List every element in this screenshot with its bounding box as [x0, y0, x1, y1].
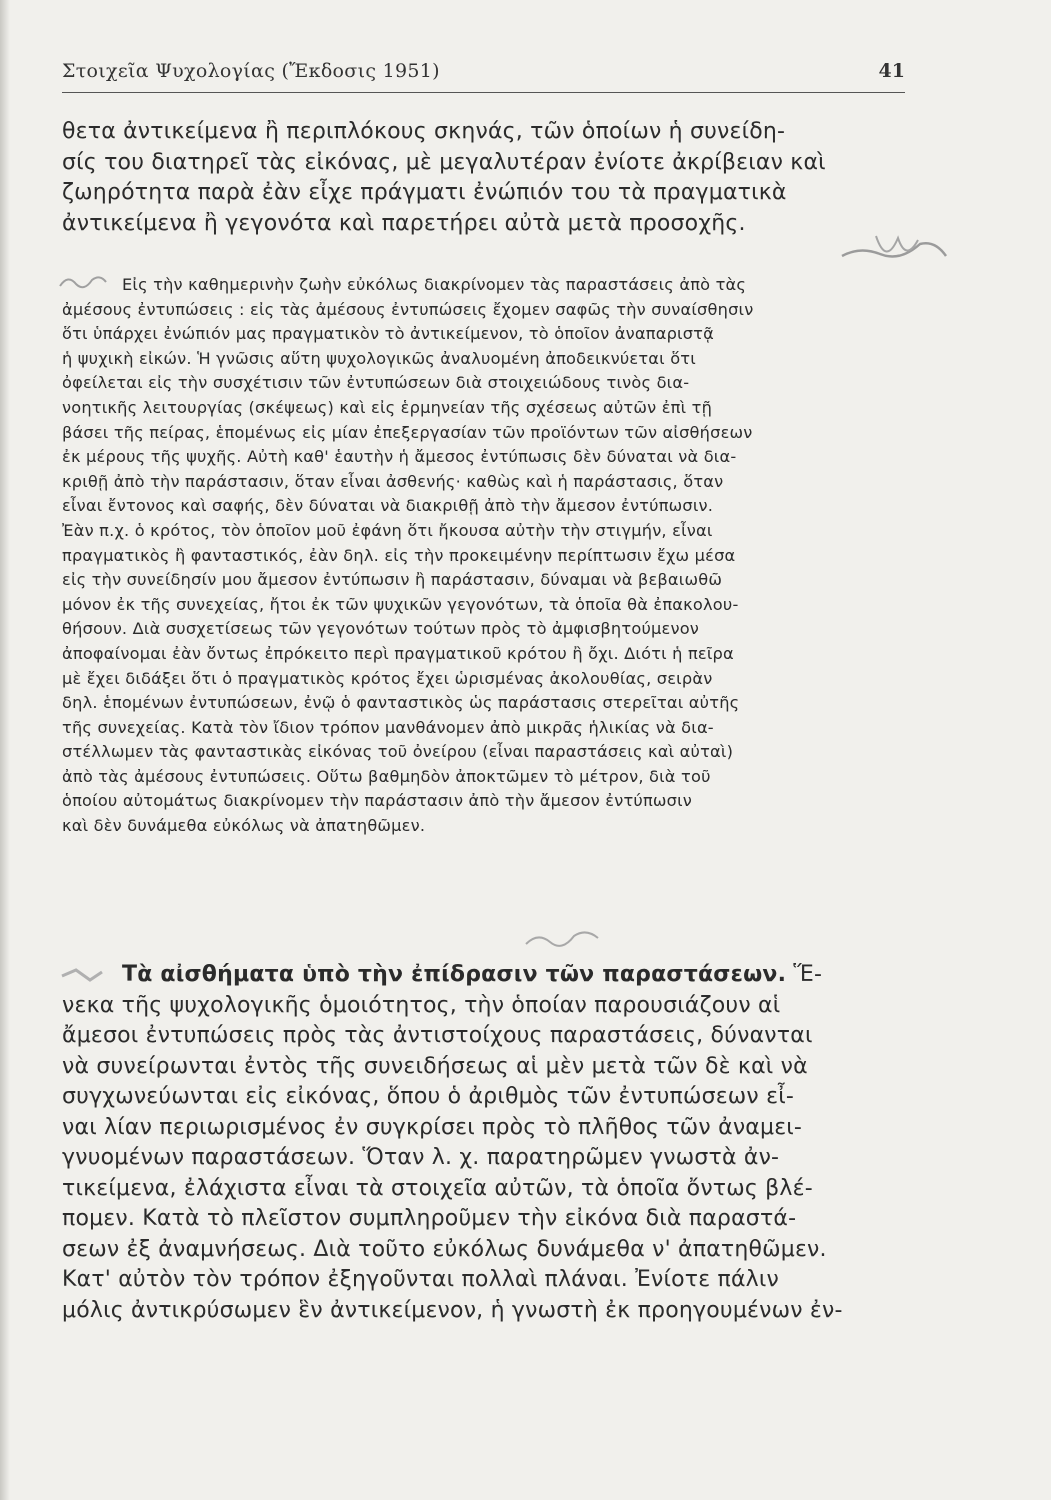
text-line: μὲ ἔχει διδάξει ὅτι ὁ πραγματικὸς κρότος ἔχει ὡρισμένας ἀκολουθίας, σειρὰν — [62, 668, 713, 688]
book-title: Στοιχεῖα Ψυχολογίας (Ἔκδοσις 1951) — [62, 60, 440, 82]
text-line: Κατ' αὐτὸν τὸν τρόπον ἐξηγοῦνται πολλαὶ πλάναι. Ἐνίοτε πάλιν — [62, 1267, 779, 1292]
text-line: συγχωνεύωνται εἰς εἰκόνας, ὅπου ὁ ἀριθμὸς τῶν ἐντυπώσεων εἶ- — [62, 1084, 794, 1109]
text-line: τικείμενα, ἐλάχιστα εἶναι τὰ στοιχεῖα αὐτῶν, τὰ ὁποῖα ὄντως βλέ- — [62, 1175, 813, 1201]
text-line: πραγματικὸς ἢ φανταστικός, ἐὰν δηλ. εἰς τὴν προκειμένην περίπτωσιν ἔχω μέσα — [62, 545, 736, 565]
text-line: εἰς τὴν συνείδησίν μου ἄμεσον ἐντύπωσιν ἢ παράστασιν, δύναμαι νὰ βεβαιωθῶ — [62, 570, 723, 590]
running-header — [62, 56, 905, 93]
text-line: εἶναι ἔντονος καὶ σαφής, δὲν δύναται νὰ διακριθῇ ἀπὸ τὴν ἄμεσον ἐντύπωσιν. — [62, 496, 714, 516]
text-line: μόνον ἐκ τῆς συνεχείας, ἤτοι ἐκ τῶν ψυχικῶν γεγονότων, τὰ ὁποῖα θὰ ἐπακολου- — [62, 594, 739, 614]
text-line: ὁποίου αὐτομάτως διακρίνομεν τὴν παράστασιν ἀπὸ τὴν ἄμεσον ἐντύπωσιν — [62, 791, 693, 811]
text-line: Ἐὰν π.χ. ὁ κρότος, τὸν ὁποῖον μοῦ ἐφάνη ὅτι ἤκουσα αὐτὴν τὴν στιγμήν, εἶναι — [62, 520, 713, 540]
page-number: 41 — [878, 60, 905, 82]
paragraph-continuation — [62, 117, 908, 239]
text-line: ἀμέσους ἐντυπώσεις : εἰς τὰς ἀμέσους ἐντυπώσεις ἔχομεν σαφῶς τὴν συναίσθησιν — [62, 299, 754, 319]
text-line: ἀντικείμενα ἢ γεγονότα καὶ παρετήρει αὐτὰ μετὰ προσοχῆς. — [62, 210, 746, 236]
text-line: σεων ἐξ ἀναμνήσεως. Διὰ τοῦτο εὐκόλως δυνάμεθα ν' ἀπατηθῶμεν. — [62, 1236, 827, 1262]
text-line: ἀπὸ τὰς ἀμέσους ἐντυπώσεις. Οὕτω βαθμηδὸν ἀποκτῶμεν τὸ μέτρον, διὰ τοῦ — [62, 766, 711, 786]
text-line: ναι λίαν περιωρισμένος ἐν συγκρίσει πρὸς τὸ πλῆθος τῶν ἀναμει- — [62, 1114, 803, 1140]
text-line: καὶ δὲν δυνάμεθα εὐκόλως νὰ ἀπατηθῶμεν. — [62, 816, 426, 836]
text-line: γνυομένων παραστάσεων. Ὅταν λ. χ. παρατηρῶμεν γνωστὰ ἀν- — [62, 1145, 780, 1170]
text-line: ἀποφαίνομαι ἐὰν ὄντως ἐπρόκειτο περὶ πραγματικοῦ κρότου ἢ ὄχι. Διότι ἡ πεῖρα — [62, 643, 734, 663]
text-line: νεκα τῆς ψυχολογικῆς ὁμοιότητος, τὴν ὁποίαν παρουσιάζουν αἱ — [62, 992, 781, 1018]
text-fragment: Ἕ- — [793, 962, 823, 987]
text-line: ὅτι ὑπάρχει ἐνώπιόν μας πραγματικὸν τὸ ἀντικείμενον, τὸ ὁποῖον ἀναπαριστᾷ — [62, 324, 714, 344]
text-line: πομεν. Κατὰ τὸ πλεῖστον συμπληροῦμεν τὴν εἰκόνα διὰ παραστά- — [62, 1206, 797, 1231]
text-line: μόλις ἀντικρύσωμεν ἓν ἀντικείμενον, ἡ γνωστὴ ἐκ προηγουμένων ἐν- — [62, 1297, 843, 1323]
text-line: ἐκ μέρους τῆς ψυχῆς. Αὐτὴ καθ' ἑαυτὴν ἡ ἄμεσος ἐντύπωσις δὲν δύναται νὰ δια- — [62, 447, 737, 467]
pencil-mark-mid — [524, 926, 600, 954]
paragraph-impressions — [62, 273, 908, 839]
text-line: ἡ ψυχικὴ εἰκών. Ἡ γνῶσις αὕτη ψυχολογικῶς ἀναλυομένη ἀποδεικνύεται ὅτι — [62, 348, 696, 368]
text-line: σίς του διατηρεῖ τὰς εἰκόνας, μὲ μεγαλυτέραν ἐνίοτε ἀκρίβειαν καὶ — [62, 149, 826, 175]
text-line: Εἰς τὴν καθημερινὴν ζωὴν εὐκόλως διακρίνομεν τὰς παραστάσεις ἀπὸ τὰς — [122, 275, 747, 294]
text-line: στέλλωμεν τὰς φανταστικὰς εἰκόνας τοῦ ὀνείρου (εἶναι παραστάσεις καὶ αὐταὶ) — [62, 742, 734, 762]
text-line: ζωηρότητα παρὰ ἐὰν εἶχε πράγματι ἐνώπιόν του τὰ πραγματικὰ — [62, 180, 787, 205]
text-line: θετα ἀντικείμενα ἢ περιπλόκους σκηνάς, τῶν ὁποίων ἡ συνείδη- — [62, 119, 786, 144]
text-line: θήσουν. Διὰ συσχετίσεως τῶν γεγονότων τούτων πρὸς τὸ ἀμφισβητούμενον — [62, 619, 700, 639]
text-line: βάσει τῆς πείρας, ἑπομένως εἰς μίαν ἐπεξεργασίαν τῶν προϊόντων τῶν αἰσθήσεων — [62, 422, 753, 442]
text-line — [62, 960, 908, 991]
text-line: νὰ συνείρωνται ἐντὸς τῆς συνειδήσεως αἱ μὲν μετὰ τῶν δὲ καὶ νὰ — [62, 1053, 808, 1079]
page-edge-shadow — [0, 0, 10, 1500]
text-line: ἄμεσοι ἐντυπώσεις πρὸς τὰς ἀντιστοίχους παραστάσεις, δύνανται — [62, 1023, 813, 1048]
section-heading: Τὰ αἰσθήματα ὑπὸ τὴν ἐπίδρασιν τῶν παραστάσεων. — [122, 962, 787, 987]
text-line: κριθῇ ἀπὸ τὴν παράστασιν, ὅταν εἶναι ἀσθενής· καθὼς καὶ ἡ παράστασις, ὅταν — [62, 471, 724, 491]
text-line: νοητικῆς λειτουργίας (σκέψεως) καὶ εἰς ἑρμηνείαν τῆς σχέσεως αὐτῶν ἐπὶ τῇ — [62, 397, 713, 417]
text-line: τῆς συνεχείας. Κατὰ τὸν ἴδιον τρόπον μανθάνομεν ἀπὸ μικρᾶς ἡλικίας νὰ δια- — [62, 717, 714, 737]
text-line: ὀφείλεται εἰς τὴν συσχέτισιν τῶν ἐντυπώσεων διὰ στοιχειώδους τινὸς δια- — [62, 373, 690, 393]
paragraph-sensations — [62, 960, 908, 1326]
text-line: δηλ. ἑπομένων ἐντυπώσεων, ἐνῷ ὁ φανταστικὸς ὡς παράστασις στερεῖται αὐτῆς — [62, 693, 740, 713]
